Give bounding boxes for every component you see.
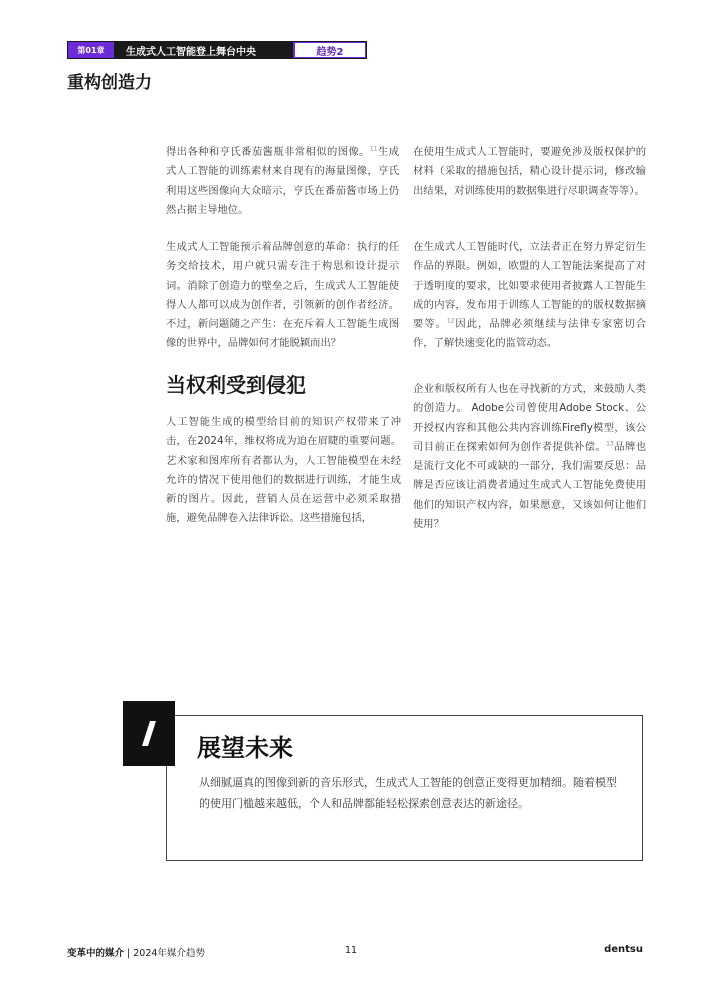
outlook-badge bbox=[123, 701, 175, 766]
footer-publication: 变革中的媒介 | 2024年媒介趋势 bbox=[67, 948, 205, 959]
footnote-ref-11: 11 bbox=[369, 145, 378, 153]
subsection-title: 当权利受到侵犯 bbox=[166, 373, 306, 397]
section-title: 重构创造力 bbox=[67, 73, 152, 93]
chapter-header bbox=[67, 41, 367, 59]
outlook-text: 从细腻逼真的图像到新的音乐形式，生成式人工智能的创意正变得更加精细。随着模型的使用门槛越来越低，个人和品牌都能轻松探索创意表达的新途径。 bbox=[199, 776, 617, 810]
paragraph-right-2: 在生成式人工智能时代，立法者正在努力界定衍生作品的界限。例如，欧盟的人工智能法案提高了对于透明度的要求，比如要求使用者披露人工智能生成的内容，发布用于训练人工智能的的版权数据摘要等。$^{12}$因此，品牌必须继续与法律专家密切合作，了解快速变化的监管动态。 bbox=[413, 241, 647, 350]
footer-year-trends: 2024年媒介趋势 bbox=[133, 948, 205, 959]
trend-label: 趋势2 bbox=[293, 42, 366, 58]
page-number: 11 bbox=[345, 945, 358, 956]
paragraph-left-1: 得出各种和亨氏番茄酱瓶非常相似的图像。$^{11}$生成式人工智能的训练素材来自现有的海量图像，亨氏利用这些图像向大众暗示，亨氏在番茄酱市场上仍然占据主导地位。 bbox=[166, 145, 400, 216]
paragraph-left-2: 生成式人工智能预示着品牌创意的革命：执行的任务交给技术，用户就只需专注于构思和设计提示词。消除了创造力的壁垒之后，生成式人工智能使得人人都可以成为创作者，引领新的创作者经济。不过，新问题随之产生：在充斥着人工智能生成图像的世界中，品牌如何才能脱颖而出？ bbox=[166, 241, 399, 350]
footnote-ref-12: 12 bbox=[446, 317, 455, 325]
footer-publication-name: 变革中的媒介 bbox=[67, 948, 125, 959]
paragraph-right-1: 在使用生成式人工智能时，要避免涉及版权保护的材料（采取的措施包括，精心设计提示词，修改输出结果，对训练使用的数据集进行尽职调查等等）。 bbox=[413, 146, 646, 197]
footnote-ref-13: 13 bbox=[606, 440, 614, 448]
chapter-label: 第01章 bbox=[68, 42, 114, 58]
chapter-title: 生成式人工智能登上舞台中央 bbox=[126, 46, 256, 58]
paragraph-right-3: 企业和版权所有人也在寻找新的方式，来鼓励人类的创造力。 Adobe公司曾使用Adobe Stock、公开授权内容和其他公共内容训练Firefly模型，该公司目前正在探索如何为创作者提供补偿。$^{13}$品牌也是流行文化不可或缺的一部分，我们需要反思：品牌是否应该让消费者通过生成式人工智能免费使用他们的知识产权内容，如果愿意，又该如何让他们使用？ bbox=[413, 383, 647, 531]
outlook-title: 展望未来 bbox=[197, 734, 293, 762]
slash-icon bbox=[123, 701, 175, 766]
paragraph-left-3: 人工智能生成的模型给目前的知识产权带来了冲击，在2024年，维权将成为迫在眉睫的重要问题。艺术家和图库所有者都认为，人工智能模型在未经允许的情况下使用他们的数据进行训练，才能生成新的图片。因此，营销人员在运营中必须采取措施，避免品牌卷入法律诉讼。这些措施包括， bbox=[166, 416, 401, 525]
dentsu-logo: dentsu bbox=[604, 944, 643, 955]
